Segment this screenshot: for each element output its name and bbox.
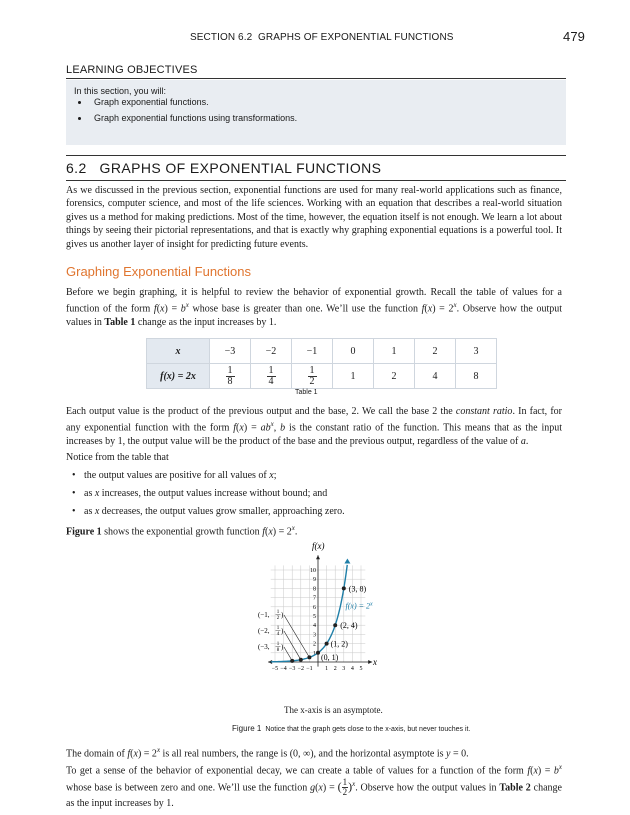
table-cell: 1 [333, 364, 374, 389]
intro-paragraph: As we discussed in the previous section, exponential functions are used for many real-world applications such as finance, forensics, computer science, and most of the life sciences. Working with an equation that describes a real-world situation gives us a method for making predictions. Most of the time, however, the equation itself is not enough. We learn a lot about things by seeing their pictorial representations, and that is exactly why graphing exponential equations is a powerful tool. It gives us another layer of insight for predicting future events. [66, 185, 562, 250]
paragraph-exponential-decay: To get a sense of the behavior of exponential decay, we can create a table of values for a function of the form $f(x) = b^x$ whose base is between zero and one. We’ll use the function g(x) = ( $\frac{1}{2}$ )$^x$. Observe how the output values in Table 2 change as the input increases by 1. [66, 763, 562, 810]
data-point [333, 623, 337, 627]
x-tick-label: −1 [306, 666, 313, 672]
data-point [299, 658, 303, 662]
table-cell: $\frac{1}{8}$ [210, 364, 251, 389]
y-tick-label: 9 [313, 577, 316, 584]
table-header-x: x [147, 339, 210, 364]
data-point [342, 586, 346, 590]
point-label-num: 1 [276, 642, 280, 647]
values-table [146, 338, 497, 389]
point-label: (−2, [258, 627, 270, 635]
objective-item: • Graph exponential functions using transformations. [90, 113, 297, 123]
table-cell: 2 [415, 339, 456, 364]
data-point [307, 655, 311, 659]
point-label: (0, 1) [321, 652, 339, 662]
x-axis-arrow [368, 660, 372, 664]
x-tick-label: −2 [297, 666, 304, 672]
table-cell: $\frac{1}{4}$ [251, 364, 292, 389]
objective-item: • Graph exponential functions. [90, 97, 297, 107]
curve-arrow [344, 559, 350, 564]
table-header-fx: f(x) = 2x [147, 364, 210, 389]
data-point [316, 651, 320, 655]
table-cell: 0 [333, 339, 374, 364]
x-axis-label: x [373, 657, 378, 667]
point-label: (−1, [258, 611, 270, 619]
x-tick-label: 5 [359, 666, 363, 672]
y-tick-label: 1 [313, 650, 316, 657]
table-cell: 2 [374, 364, 415, 389]
leader-line [284, 615, 309, 657]
y-axis-arrow [316, 555, 320, 559]
objectives-intro: In this section, you will: [74, 86, 167, 96]
table-row [147, 364, 497, 389]
x-tick-label: 4 [350, 666, 354, 672]
y-tick-label: 7 [313, 595, 316, 602]
y-tick-label: 6 [313, 604, 316, 611]
exponential-graph [246, 540, 426, 710]
bullet-item: • the output values are positive for all values of x; [84, 470, 554, 481]
point-label-den: 8 [276, 648, 280, 653]
x-tick-label: 2 [333, 666, 337, 672]
point-label: (3, 8) [348, 584, 367, 594]
table-reference: Table 1 [104, 317, 136, 329]
figure-reference-line: Figure 1 shows the exponential growth function $f(x) = 2^x$. [66, 524, 298, 538]
point-label: ) [281, 643, 284, 651]
point-label: (1, 2) [330, 639, 348, 649]
paragraph-constant-ratio: Each output value is the product of the previous output and the base, 2. We call the base 2 the constant ratio. In fact, for any exponential function with the form $f(x) = ab^x$, b is the constant ratio of the function. This means that as the input increases by 1, the output value will be the product of the base and the previous output, regardless of the value of a. [66, 406, 563, 448]
point-label: (−3, [258, 643, 270, 651]
domain-range-line: The domain of $f(x) = 2^x$ is all real numbers, the range is (0, ∞), and the horizontal asymptote is y = 0. [66, 746, 469, 760]
point-label-num: 1 [276, 610, 280, 615]
notice-line: Notice from the table that [66, 452, 169, 463]
section-rule-bottom [66, 180, 566, 181]
table-row [147, 339, 497, 364]
section-rule-top [66, 155, 566, 156]
point-label-num: 1 [276, 626, 280, 631]
leader-line [284, 647, 292, 661]
objectives-title: LEARNING OBJECTIVES [66, 64, 198, 76]
table-cell: 8 [456, 364, 497, 389]
data-point [325, 642, 329, 646]
section-title: 6.2 GRAPHS OF EXPONENTIAL FUNCTIONS [66, 160, 382, 176]
figure-reference: Figure 1 [66, 526, 102, 538]
figure-caption: Figure 1 Notice that the graph gets close to the x-axis, but never touches it. [232, 724, 471, 733]
point-label: (2, 4) [340, 621, 358, 631]
table-cell: $\frac{1}{2}$ [292, 364, 333, 389]
table-reference: Table 2 [499, 782, 531, 794]
y-tick-label: 4 [313, 623, 316, 630]
x-tick-label: −3 [289, 666, 296, 672]
table-cell: 1 [374, 339, 415, 364]
table-cell: −2 [251, 339, 292, 364]
y-tick-label: 10 [310, 568, 316, 574]
table-caption: Table 1 [295, 389, 318, 396]
x-tick-label: 1 [325, 666, 329, 672]
point-label: ) [281, 627, 284, 635]
x-tick-label: 3 [342, 666, 346, 672]
y-tick-label: 3 [313, 632, 316, 639]
objectives-list [66, 97, 297, 129]
running-header-section: SECTION 6.2 GRAPHS OF EXPONENTIAL FUNCTIONS [190, 32, 454, 43]
table-cell: 3 [456, 339, 497, 364]
table-cell: 4 [415, 364, 456, 389]
table-cell: −1 [292, 339, 333, 364]
x-tick-label: −4 [280, 666, 287, 672]
y-tick-label: 2 [313, 641, 316, 648]
page-number: 479 [563, 29, 585, 44]
y-tick-label: 8 [313, 586, 316, 593]
bullet-item: • as x increases, the output values increase without bound; and [84, 488, 554, 499]
bullet-item: • as x decreases, the output values grow smaller, approaching zero. [84, 506, 554, 517]
x-tick-label: −5 [271, 666, 279, 672]
point-label: ) [281, 611, 284, 619]
subsection-title: Graphing Exponential Functions [66, 264, 252, 279]
point-label-den: 4 [276, 632, 280, 637]
objectives-box [66, 80, 566, 145]
point-label-den: 2 [276, 616, 280, 621]
objectives-rule [66, 78, 566, 79]
table-cell: −3 [210, 339, 251, 364]
y-axis-label: f(x) [312, 541, 325, 551]
curve-label: $f(x) = 2^x$ [345, 601, 373, 611]
y-tick-label: 5 [313, 614, 316, 620]
paragraph-exponential-growth: Before we begin graphing, it is helpful to review the behavior of exponential growth. Recall the table of values for a function of the form $f(x) = b^x$ whose base is greater than one. We’ll use the function $f(x) = 2^x$. Observe how the output values in Table 1 change as the input increases by 1. [66, 287, 562, 329]
asymptote-note: The x-axis is an asymptote. [284, 705, 383, 715]
